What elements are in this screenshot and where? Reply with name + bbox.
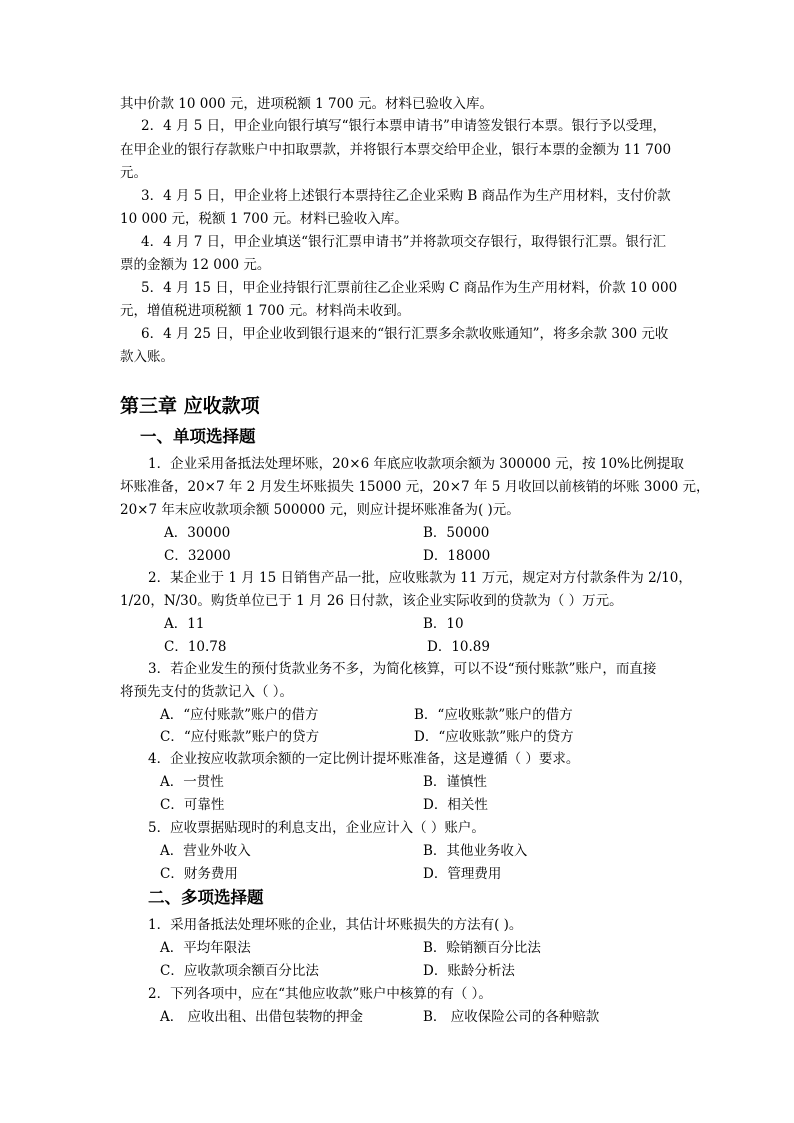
- question-line: 坏账准备，20×7 年 2 月发生坏账损失 15000 元，20×7 年 5 月收回以前核销的坏账 3000 元，: [120, 479, 710, 495]
- intro-line: 3．4 月 5 日，甲企业将上述银行本票持往乙企业采购 B 商品作为生产用材料，支付价款: [141, 188, 671, 204]
- option-d: D．10.89: [427, 639, 490, 655]
- intro-line: 款入账。: [120, 349, 174, 365]
- option-d: D．账龄分析法: [423, 963, 515, 979]
- question-line: 将预先支付的货款记入（ ）。: [120, 684, 294, 700]
- option-a: A． 应收出租、出借包装物的押金: [160, 1009, 364, 1025]
- intro-line: 10 000 元，税额 1 700 元。材料已验收入库。: [120, 211, 408, 227]
- option-d: D．管理费用: [423, 866, 502, 882]
- section-title-single-choice: 一、单项选择题: [140, 427, 256, 446]
- option-b: B．其他业务收入: [423, 843, 528, 859]
- intro-line: 4．4 月 7 日，甲企业填送“银行汇票申请书”并将款项交存银行，取得银行汇票。银行汇: [141, 234, 666, 250]
- option-b: B．赊销额百分比法: [423, 940, 541, 956]
- intro-line: 其中价款 10 000 元，进项税额 1 700 元。材料已验收入库。: [120, 96, 494, 112]
- question-line: 2．某企业于 1 月 15 日销售产品一批，应收账款为 11 万元，规定对方付款条件为 2/10，: [148, 570, 692, 586]
- option-b: B． 应收保险公司的各种赔款: [423, 1009, 600, 1025]
- option-a: A．一贯性: [160, 774, 224, 790]
- option-a: A．营业外收入: [160, 843, 251, 859]
- option-c: C．“应付账款”账户的贷方: [160, 729, 320, 745]
- option-a: A．30000: [164, 525, 231, 541]
- intro-line: 5．4 月 15 日，甲企业持银行汇票前往乙企业采购 C 商品作为生产用材料，价款 10 000: [141, 280, 678, 296]
- question-line: 1．采用备抵法处理坏账的企业，其估计坏账损失的方法有( )。: [148, 917, 523, 933]
- option-c: C．10.78: [164, 639, 227, 655]
- option-d: D．“应收账款”账户的贷方: [414, 729, 574, 745]
- option-a: A．11: [164, 616, 205, 632]
- option-c: C．财务费用: [160, 866, 238, 882]
- section-title-multiple-choice: 二、多项选择题: [148, 888, 264, 907]
- option-c: C．应收款项余额百分比法: [160, 963, 319, 979]
- option-b: B．“应收账款”账户的借方: [414, 707, 573, 723]
- option-a: A．平均年限法: [160, 940, 251, 956]
- option-b: B．50000: [423, 525, 490, 541]
- chapter-title: 第三章 应收款项: [120, 395, 260, 417]
- option-b: B．谨慎性: [423, 774, 487, 790]
- question-line: 3．若企业发生的预付货款业务不多，为简化核算，可以不设“预付账款”账户，而直接: [148, 661, 657, 677]
- question-line: 1/20，N/30。购货单位已于 1 月 26 日付款，该企业实际收到的贷款为（ ）万元。: [120, 593, 623, 609]
- intro-line: 2．4 月 5 日，甲企业向银行填写“银行本票申请书”申请签发银行本票。银行予以受理，: [141, 118, 666, 134]
- intro-line: 票的金额为 12 000 元。: [120, 257, 271, 273]
- intro-line: 元，增值税进项税额 1 700 元。材料尚未收到。: [120, 303, 411, 319]
- question-line: 20×7 年末应收款项余额 500000 元，则应计提坏账准备为( )元。: [120, 502, 520, 518]
- option-c: C．可靠性: [160, 797, 225, 813]
- question-line: 4．企业按应收款项余额的一定比例计提坏账准备，这是遵循（ ）要求。: [148, 751, 580, 767]
- intro-line: 在甲企业的银行存款账户中扣取票款，并将银行本票交给甲企业，银行本票的金额为 11 700: [120, 142, 672, 158]
- intro-line: 元。: [120, 165, 147, 181]
- option-a: A．“应付账款”账户的借方: [160, 707, 319, 723]
- question-line: 1．企业采用备抵法处理坏账，20×6 年底应收款项余额为 300000 元，按 10%比例提取: [148, 456, 684, 472]
- question-line: 5．应收票据贴现时的利息支出，企业应计入（ ）账户。: [148, 820, 485, 836]
- intro-line: 6．4 月 25 日，甲企业收到银行退来的“银行汇票多余款收账通知”，将多余款 300 元收: [141, 326, 669, 342]
- option-c: C．32000: [164, 548, 231, 564]
- option-b: B．10: [423, 616, 464, 632]
- option-d: D．相关性: [423, 797, 488, 813]
- option-d: D．18000: [423, 548, 491, 564]
- question-line: 2．下列各项中，应在“其他应收款”账户中核算的有（ ）。: [148, 986, 492, 1002]
